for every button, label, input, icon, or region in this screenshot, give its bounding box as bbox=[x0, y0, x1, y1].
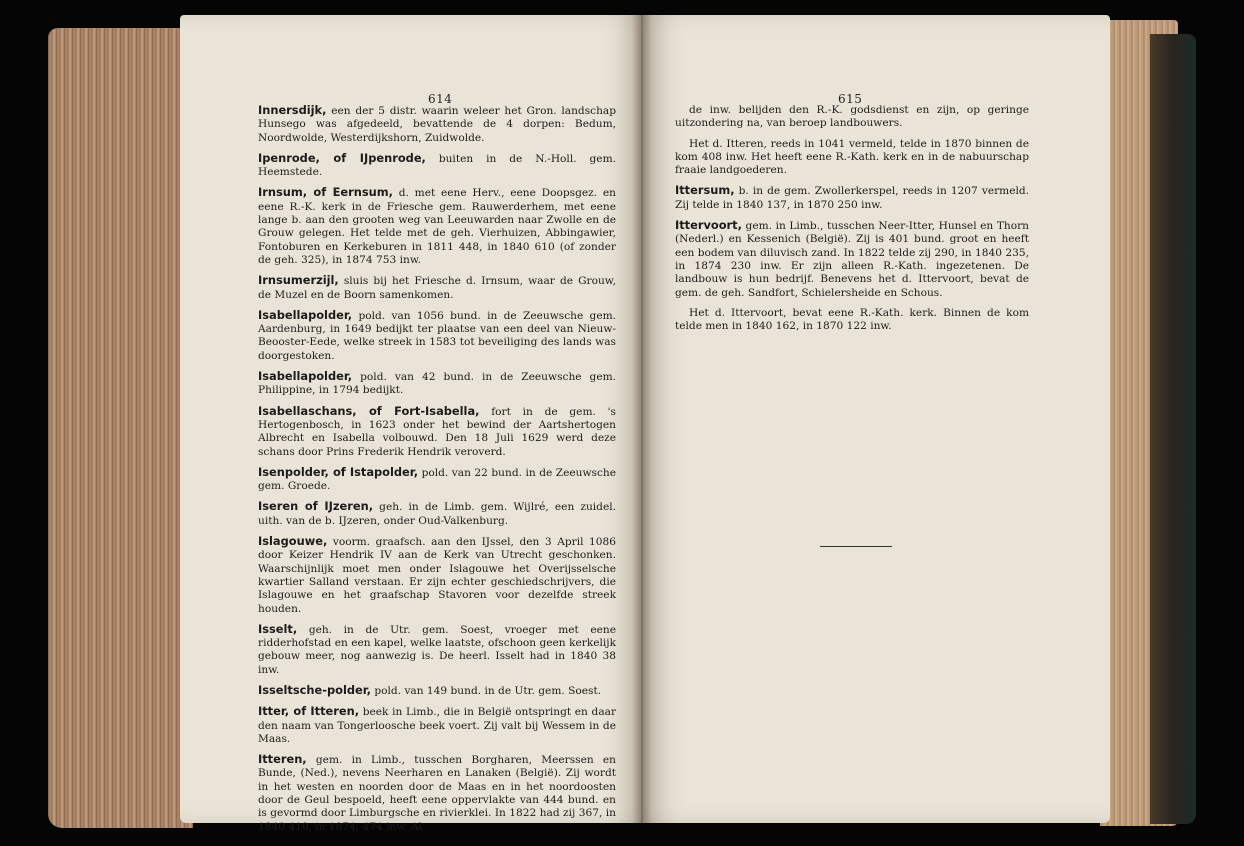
entry-body: geh. in de Utr. gem. Soest, vroeger met eene ridderhofstad en een kapel, welke laatste, ofschoon geen kerkelijk gebouw meer, nog aanwezig is. De heerl. Isselt had in 1840 38 inw. bbox=[258, 623, 616, 676]
book-cover-right bbox=[1150, 34, 1196, 824]
dictionary-entry bbox=[675, 138, 1029, 178]
entry-body: een der 5 distr. waarin weleer het Gron. landschap Hunsego was afgedeeld, bevattende de 4 dorpen: Bedum, Noordwolde, Westerdijkshorn, Zuidwolde. bbox=[258, 105, 616, 144]
entry-body: geh. in de Limb. gem. Wijlré, een zuidel. uith. van de b. IJzeren, onder Oud-Valkenburg. bbox=[258, 501, 616, 527]
dictionary-entry bbox=[258, 753, 616, 834]
entry-headword: Isseltsche-polder, bbox=[258, 682, 371, 697]
entry-headword: Isenpolder, of Istapolder, bbox=[258, 464, 419, 479]
dictionary-entry bbox=[258, 500, 616, 528]
page-number: 614 bbox=[428, 92, 453, 106]
entry-headword: Innersdijk, bbox=[258, 103, 327, 117]
entry-body: pold. van 22 bund. in de Zeeuwsche gem. Groede. bbox=[258, 466, 616, 493]
book-gutter bbox=[632, 15, 652, 823]
entry-body: pold. van 42 bund. in de Zeeuwsche gem. Philippine, in 1794 bedijkt. bbox=[258, 371, 616, 397]
dictionary-entry bbox=[258, 370, 616, 398]
dictionary-entry bbox=[258, 684, 616, 698]
page-number: 615 bbox=[838, 92, 863, 106]
entry-body: pold. van 1056 bund. in de Zeeuwsche gem. Aardenburg, in 1649 bedijkt ter plaatse van een deel van Nieuw-Beooster-Eede, welke streek in 1583 tot beveiliging des lands was doorgestoken. bbox=[258, 309, 617, 362]
entry-body: voorm. graafsch. aan den IJssel, den 3 April 1086 door Keizer Hendrik IV aan de Kerk van Utrecht geschonken. Waarschijnlijk moet men onder Islagouwe het Overijsselsche kwartier Salland verstaan. Er zijn echter geschiedschrijvers, die Islagouwe en het graafschap Stavoren voor dezelfde streek houden. bbox=[258, 536, 616, 615]
entry-body: d. met eene Herv., eene Doopsgez. en eene R.-K. kerk in de Friesche gem. Rauwerderhem, met eene lange b. aan den grooten weg van Leeuwarden naar Zwolle en de Grouw gelegen. Het telde met de geh. Vierhuizen, Abbingawier, Fontoburen en Kerkeburen in 1811 448, in 1840 610 (of zonder de geh. 325), in 1874 753 inw. bbox=[258, 187, 616, 266]
entry-headword: Isabellapolder, bbox=[258, 307, 353, 322]
dictionary-entry bbox=[258, 274, 616, 302]
entry-headword: Irnsum, of Eernsum, bbox=[258, 185, 393, 200]
dictionary-entry bbox=[258, 309, 616, 363]
entry-body: fort in de gem. 's Hertogenbosch, in 1623 onder het bewind der Aartshertogen Albrecht en Isabella volbouwd. Den 18 Juli 1629 werd deze schans door Prins Frederik Hendrik veroverd. bbox=[258, 405, 616, 458]
entry-body: gem. in Limb., tusschen Borgharen, Meerssen en Bunde, (Ned.), nevens Neerharen en Lanaken (België). Zij wordt in het westen en noorden door de Maas en in het noordoosten door de Geul bespoeld, heeft eene oppervlakte van 444 bund. en is gevormd door Limburgsche en rivierklei. In 1822 had zij 367, in 1840 410, in 1874, 474 inw. Al bbox=[258, 754, 616, 833]
left-page bbox=[180, 15, 642, 833]
entry-body: Het d. Ittervoort, bevat eene R.-Kath. kerk. Binnen de kom telde men in 1840 162, in 1870 122 inw. bbox=[675, 306, 1029, 333]
end-rule bbox=[820, 546, 892, 547]
entry-body: buiten in de N.-Holl. gem. Heemstede. bbox=[258, 152, 616, 179]
entry-body: sluis bij het Friesche d. Irnsum, waar de Grouw, de Muzel en de Boorn samenkomen. bbox=[258, 275, 616, 301]
dictionary-entry bbox=[258, 623, 616, 677]
dictionary-entry bbox=[258, 152, 616, 180]
entry-body: b. in de gem. Zwollerkerspel, reeds in 1207 vermeld. Zij telde in 1840 137, in 1870 250 inw. bbox=[675, 185, 1029, 211]
dictionary-entry bbox=[675, 104, 1029, 131]
entry-headword: Isselt, bbox=[258, 621, 298, 636]
dictionary-entry bbox=[258, 104, 616, 145]
entry-headword: Itteren, bbox=[258, 752, 307, 767]
dictionary-entry bbox=[258, 705, 616, 746]
page-text bbox=[675, 104, 1029, 340]
dictionary-entry bbox=[258, 405, 616, 459]
page-edges-left bbox=[48, 28, 193, 828]
entry-body: beek in Limb., die in België ontspringt en daar den naam van Tongerloosche beek voert. Zij valt bij Wessem in de Maas. bbox=[258, 706, 617, 745]
entry-headword: Ittervoort, bbox=[675, 218, 742, 233]
dictionary-entry bbox=[675, 307, 1029, 334]
entry-headword: Isabellaschans, of Fort-Isabella, bbox=[258, 403, 480, 418]
page-text bbox=[258, 104, 616, 841]
dictionary-entry bbox=[675, 219, 1029, 300]
entry-body: pold. van 149 bund. in de Utr. gem. Soest. bbox=[374, 684, 602, 697]
dictionary-entry bbox=[675, 184, 1029, 212]
entry-body: gem. in Limb., tusschen Neer-Itter, Hunsel en Thorn (Nederl.) en Kessenich (België). Zij is 401 bund. groot en heeft een bodem van diluvisch zand. In 1822 telde zij 290, in 1840 235, in 1874 230 inw. Er zijn alleen R.-Kath. ingezetenen. De landbouw is hun bedrijf. Benevens het d. Ittervoort, bevat de gem. de geh. Sandfort, Schielersheide en Schous. bbox=[675, 220, 1029, 299]
entry-headword: Irnsumerzijl, bbox=[258, 273, 339, 288]
entry-headword: Isabellapolder, bbox=[258, 369, 353, 384]
dictionary-entry bbox=[258, 535, 616, 616]
dictionary-entry bbox=[258, 466, 616, 494]
entry-headword: Ipenrode, of IJpenrode, bbox=[258, 150, 426, 165]
dictionary-entry bbox=[258, 186, 616, 267]
entry-headword: Iseren of IJzeren, bbox=[258, 499, 374, 514]
entry-headword: Islagouwe, bbox=[258, 534, 328, 549]
right-page bbox=[642, 15, 1110, 823]
entry-body: Het d. Itteren, reeds in 1041 vermeld, telde in 1870 binnen de kom 408 inw. Het heeft eene R.-Kath. kerk en in de nabuurschap fraaie landgoederen. bbox=[675, 137, 1029, 177]
entry-headword: Itter, of Itteren, bbox=[258, 704, 360, 719]
entry-body: de inw. belijden den R.-K. godsdienst en zijn, op geringe uitzondering na, van beroep landbouwers. bbox=[675, 104, 1029, 130]
entry-headword: Ittersum, bbox=[675, 183, 735, 198]
